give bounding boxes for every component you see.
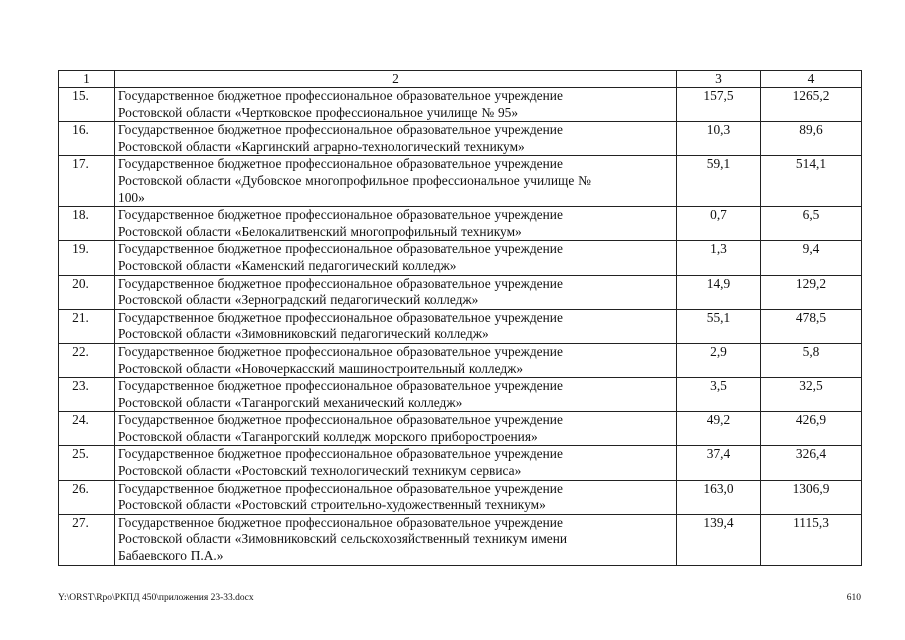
- value-col-3: 3,5: [677, 378, 761, 412]
- appendix-table: [58, 70, 862, 566]
- row-number: 15.: [59, 88, 115, 122]
- row-number: 23.: [59, 378, 115, 412]
- row-number: 17.: [59, 156, 115, 207]
- value-col-3: 0,7: [677, 207, 761, 241]
- table-row: [59, 480, 862, 514]
- institution-name-line: Государственное бюджетное профессиональное образовательное учреждение: [118, 275, 563, 291]
- institution-name-line: Государственное бюджетное профессиональное образовательное учреждение: [118, 412, 563, 428]
- institution-name-line: Государственное бюджетное профессиональное образовательное учреждение: [118, 122, 563, 138]
- institution-name-line: Ростовской области «Чертковское профессиональное училище № 95»: [118, 104, 519, 120]
- table-row: [59, 309, 862, 343]
- table-row: [59, 514, 862, 565]
- institution-name: [115, 309, 677, 343]
- institution-name-line: Бабаевского П.А.»: [118, 548, 224, 564]
- footer-page-number: 610: [846, 593, 861, 603]
- institution-name-line: Ростовской области «Дубовское многопрофильное профессиональное училище №: [118, 172, 591, 188]
- institution-name: [115, 275, 677, 309]
- value-col-3: 157,5: [677, 88, 761, 122]
- institution-name: [115, 241, 677, 275]
- value-col-4: 326,4: [761, 446, 862, 480]
- value-col-4: 89,6: [761, 122, 862, 156]
- institution-name: [115, 480, 677, 514]
- table-body: [59, 88, 862, 566]
- table-row: [59, 343, 862, 377]
- institution-name: [115, 378, 677, 412]
- row-number: 21.: [59, 309, 115, 343]
- header-row: [59, 71, 862, 88]
- table-row: [59, 156, 862, 207]
- institution-name-line: Ростовской области «Каменский педагогический колледж»: [118, 257, 457, 273]
- row-number: 22.: [59, 343, 115, 377]
- table-row: [59, 241, 862, 275]
- institution-name: [115, 446, 677, 480]
- value-col-4: 6,5: [761, 207, 862, 241]
- value-col-4: 129,2: [761, 275, 862, 309]
- value-col-4: 426,9: [761, 412, 862, 446]
- institution-name-line: 100»: [118, 189, 145, 205]
- institution-name: [115, 343, 677, 377]
- value-col-4: 1115,3: [761, 514, 862, 565]
- value-col-4: 9,4: [761, 241, 862, 275]
- header-col-3: 3: [677, 71, 761, 88]
- header-col-1: 1: [59, 71, 115, 88]
- institution-name-line: Ростовской области «Белокалитвенский многопрофильный техникум»: [118, 223, 522, 239]
- table-row: [59, 446, 862, 480]
- header-col-4: 4: [761, 71, 862, 88]
- institution-name-line: Государственное бюджетное профессиональное образовательное учреждение: [118, 156, 563, 172]
- value-col-4: 514,1: [761, 156, 862, 207]
- value-col-3: 49,2: [677, 412, 761, 446]
- institution-name-line: Государственное бюджетное профессиональное образовательное учреждение: [118, 480, 563, 496]
- row-number: 26.: [59, 480, 115, 514]
- institution-name-line: Государственное бюджетное профессиональное образовательное учреждение: [118, 514, 563, 530]
- institution-name-line: Ростовской области «Новочеркасский машиностроительный колледж»: [118, 360, 524, 376]
- institution-name-line: Государственное бюджетное профессиональное образовательное учреждение: [118, 88, 563, 103]
- institution-name-line: Ростовской области «Зерноградский педагогический колледж»: [118, 292, 479, 308]
- value-col-3: 2,9: [677, 343, 761, 377]
- table-row: [59, 412, 862, 446]
- institution-name-line: Ростовской области «Зимовниковский сельскохозяйственный техникум имени: [118, 531, 568, 547]
- institution-name-line: Ростовской области «Каргинский аграрно-технологический техникум»: [118, 138, 525, 154]
- institution-name-line: Ростовской области «Таганрогский механический колледж»: [118, 394, 463, 410]
- institution-name: [115, 207, 677, 241]
- institution-name: [115, 156, 677, 207]
- table-row: [59, 207, 862, 241]
- institution-name-line: Государственное бюджетное профессиональное образовательное учреждение: [118, 343, 563, 359]
- institution-name: [115, 412, 677, 446]
- row-number: 18.: [59, 207, 115, 241]
- institution-name-line: Государственное бюджетное профессиональное образовательное учреждение: [118, 378, 563, 394]
- value-col-3: 14,9: [677, 275, 761, 309]
- value-col-3: 1,3: [677, 241, 761, 275]
- row-number: 27.: [59, 514, 115, 565]
- institution-name-line: Государственное бюджетное профессиональное образовательное учреждение: [118, 309, 563, 325]
- value-col-4: 478,5: [761, 309, 862, 343]
- row-number: 16.: [59, 122, 115, 156]
- header-col-2: 2: [115, 71, 677, 88]
- value-col-4: 32,5: [761, 378, 862, 412]
- value-col-4: 5,8: [761, 343, 862, 377]
- institution-name-line: Ростовской области «Зимовниковский педагогический колледж»: [118, 326, 489, 342]
- value-col-3: 10,3: [677, 122, 761, 156]
- row-number: 19.: [59, 241, 115, 275]
- institution-name-line: Ростовской области «Ростовский технологический техникум сервиса»: [118, 463, 522, 479]
- value-col-3: 55,1: [677, 309, 761, 343]
- footer-file-path: Y:\ORST\Rpo\РКПД 450\приложения 23-33.docx: [58, 593, 254, 603]
- institution-name-line: Государственное бюджетное профессиональное образовательное учреждение: [118, 207, 563, 223]
- table-row: [59, 122, 862, 156]
- table-row: [59, 275, 862, 309]
- row-number: 25.: [59, 446, 115, 480]
- institution-name: [115, 514, 677, 565]
- row-number: 24.: [59, 412, 115, 446]
- value-col-4: 1306,9: [761, 480, 862, 514]
- value-col-3: 163,0: [677, 480, 761, 514]
- institution-name-line: Ростовской области «Ростовский строительно-художественный техникум»: [118, 497, 546, 513]
- value-col-3: 37,4: [677, 446, 761, 480]
- value-col-4: 1265,2: [761, 88, 862, 122]
- value-col-3: 139,4: [677, 514, 761, 565]
- table-row: [59, 378, 862, 412]
- value-col-3: 59,1: [677, 156, 761, 207]
- row-number: 20.: [59, 275, 115, 309]
- table-row: [59, 88, 862, 122]
- institution-name-line: Государственное бюджетное профессиональное образовательное учреждение: [118, 241, 563, 257]
- institution-name: [115, 122, 677, 156]
- institution-name: [115, 88, 677, 122]
- institution-name-line: Ростовской области «Таганрогский колледж морского приборостроения»: [118, 428, 538, 444]
- institution-name-line: Государственное бюджетное профессиональное образовательное учреждение: [118, 446, 563, 462]
